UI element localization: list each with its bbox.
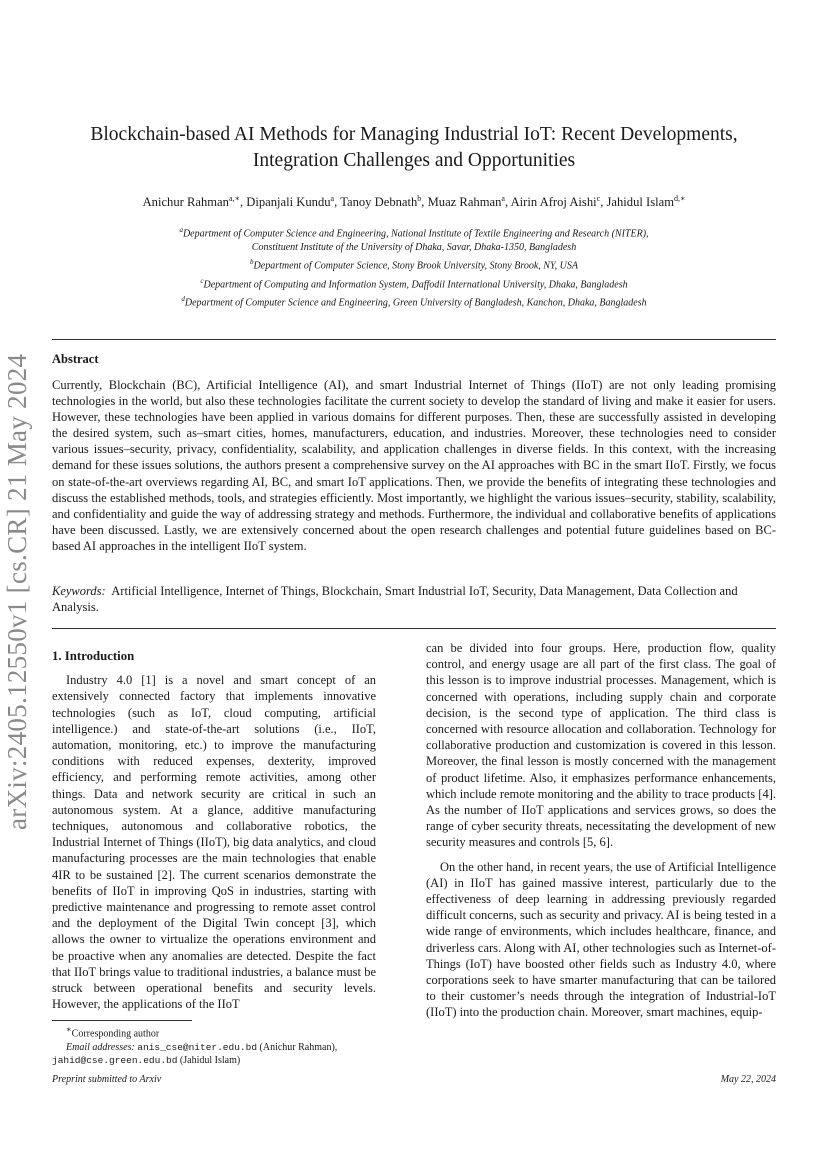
footer-preprint-note: Preprint submitted to Arxiv <box>52 1074 162 1085</box>
author-name: Muaz Rahman <box>427 195 502 210</box>
title-line-2: Integration Challenges and Opportunities <box>252 150 576 171</box>
author-affiliation-mark: b <box>417 194 422 203</box>
footnote-rule <box>52 1020 192 1021</box>
right-column <box>426 640 776 1029</box>
author-name: Jahidul Islam <box>606 195 674 210</box>
abstract-bottom-rule <box>52 628 776 629</box>
footer-date: May 22, 2024 <box>720 1074 776 1085</box>
author-name: Dipanjali Kundu <box>246 195 331 210</box>
affiliation-a: $^a$Department of Computer Science and Engineering, National Institute of Textile Engineering and Research (NITER), <box>179 226 649 240</box>
keywords-text: Artificial Intelligence, Internet of Things, Blockchain, Smart Industrial IoT, Security, Data Management, Data Collection and Analysis. <box>52 584 738 615</box>
affiliation-c: $^c$Department of Computing and Information System, Daffodil International University, Dhaka, Bangladesh <box>200 276 628 290</box>
email-address[interactable]: anis_cse@niter.edu.bd <box>137 1041 258 1053</box>
section-heading-introduction: 1. Introduction <box>52 649 135 663</box>
author-affiliation-mark: a <box>501 194 505 203</box>
keywords-label: Keywords: <box>52 584 106 598</box>
author-affiliation-mark: d,∗ <box>674 194 686 203</box>
affiliation-list <box>52 223 776 310</box>
abstract-text: Currently, Blockchain (BC), Artificial Intelligence (AI), and smart Industrial Internet of Things (IIoT) are not only leading promising technologies in the world, but also these technologies facilitate the current society to develop the standard of living and make it easier for users. However, these technologies have been applied in various domains for different purposes. Then, these are successfully assisted in developing the desired system, such as–smart cities, homes, manufacturers, education, and industries. Moreover, these technologies need to consider various issues–security, privacy, confidentiality, scalability, and application challenges in diverse fields. In this context, with the increasing demand for these issues solutions, the authors present a comprehensive survey on the AI approaches with BC in the smart IIoT. Firstly, we focus on state-of-the-art overviews regarding AI, BC, and smart IoT applications. Then, we provide the benefits of integrating these technologies and discuss the established methods, tools, and strategies efficiently. Most importantly, we highlight the various issues–security, stability, scalability, and confidentiality and guide the way of addressing strategy and methods. Furthermore, the individual and collaborative benefits of applications have been discussed. Lastly, we are extensively concerned about the open research challenges and potential future guidelines based on BC-based AI approaches in the intelligent IIoT system. <box>52 378 776 553</box>
author-name: Airin Afroj Aishi <box>510 195 597 210</box>
footnote <box>52 1023 382 1068</box>
corresponding-author-note: Corresponding author <box>71 1028 160 1040</box>
paper-title <box>52 122 776 174</box>
email-address[interactable]: jahid@cse.green.edu.bd <box>52 1055 178 1067</box>
intro-paragraph-continued: can be divided into four groups. Here, production flow, quality control, and energy usage are all part of the first class. The goal of this lesson is to improve industrial processes. Management, which is concerned with operations, including supply chain and corporate decision, is the second type of application. The third class is concerned with resource allocation and collaboration. Technology for collaborative production and customization is covered in this lesson. Moreover, the final lesson is mostly concerned with the management of product lifetime. Also, it emphasizes performance enhancements, which include remote monitoring and the ability to trace products [4]. As the number of IIoT applications and services grows, so does the range of cyber security threats, necessitating the development of new security measures and controls [5, 6]. <box>426 641 776 850</box>
affiliation-a-continued: Constituent Institute of the University of Dhaka, Savar, Dhaka-1350, Bangladesh <box>251 242 577 254</box>
abstract-top-rule <box>52 339 776 340</box>
left-column <box>52 648 376 1020</box>
author-list: Anichur Rahman$^{a,∗}$, Dipanjali Kundu$^a$, Tanoy Debnath$^b$, Muaz Rahman$^a$, Airin Afroj Aishi$^c$, Jahidul Islam$^{d,∗}$ <box>142 194 686 210</box>
abstract-heading: Abstract <box>52 352 99 366</box>
affiliation-d: $^d$Department of Computer Science and Engineering, Green University of Bangladesh, Kanchon, Dhaka, Bangladesh <box>181 294 647 309</box>
author-affiliation-mark: c <box>596 194 601 203</box>
arxiv-identifier-stamp: arXiv:2405.12550v1 [cs.CR] 21 May 2024 <box>2 353 32 830</box>
keywords <box>52 583 776 615</box>
email-owner: (Jahidul Islam) <box>179 1055 241 1067</box>
email-owner: (Anichur Rahman), <box>259 1041 338 1053</box>
author-affiliation-mark: a,∗ <box>228 194 240 203</box>
intro-paragraph: Industry 4.0 [1] is a novel and smart concept of an extensively connected factory that implements innovative technologies (such as IoT, cloud computing, artificial intelligence.) and state-of-the-art solutions (i.e., IIoT, automation, monitoring, etc.) to improve the manufacturing conditions with reduced expenses, dexterity, improved efficiency, and performing remote activities, among other things. Data and network security are critical in such an autonomous system. At a glance, additive manufacturing techniques, autonomous and collaborative robotics, the Industrial Internet of Things (IIoT), big data analytics, and cloud manufacturing processes are the main technologies that enable 4IR to be sustained [2]. The current scenarios demonstrate the benefits of IIoT in improving QoS in industries, starting with predictive maintenance and progressing to remote asset control and the deployment of the Digital Twin concept [3], which allows the owner to virtualize the operations environment and be proactive when any anomalies are detected. Despite the fact that IIoT brings value to traditional industries, a balance must be struck between operational benefits and security levels. However, the applications of the IIoT <box>52 673 376 1012</box>
affiliation-b: $^b$Department of Computer Science, Stony Brook University, Stony Brook, NY, USA <box>250 258 578 272</box>
intro-paragraph: On the other hand, in recent years, the use of Artificial Intelligence (AI) in IIoT has gained massive interest, particularly due to the effectiveness of deep learning in addressing previously regarded difficult concerns, such as security and privacy. AI is being tested in a wide range of environments, which includes healthcare, finance, and driverless cars. Along with AI, other technologies such as Internet-of-Things (IoT) have boosted other fields such as Industry 4.0, where corporations seek to have smarter manufacturing that can be tailored to their customer’s needs through the integration of Industrial-IoT (IIoT) into the production chain. Moreover, smart machines, equip- <box>426 859 776 1020</box>
author-name: Tanoy Debnath <box>340 195 418 210</box>
author-affiliation-mark: a <box>330 194 335 203</box>
author-name: Anichur Rahman <box>142 195 229 210</box>
footnote-mark: ∗ <box>66 1025 72 1034</box>
title-line-1: Blockchain-based AI Methods for Managing Industrial IoT: Recent Developments, <box>90 124 738 145</box>
email-label: Email addresses: <box>66 1041 135 1053</box>
